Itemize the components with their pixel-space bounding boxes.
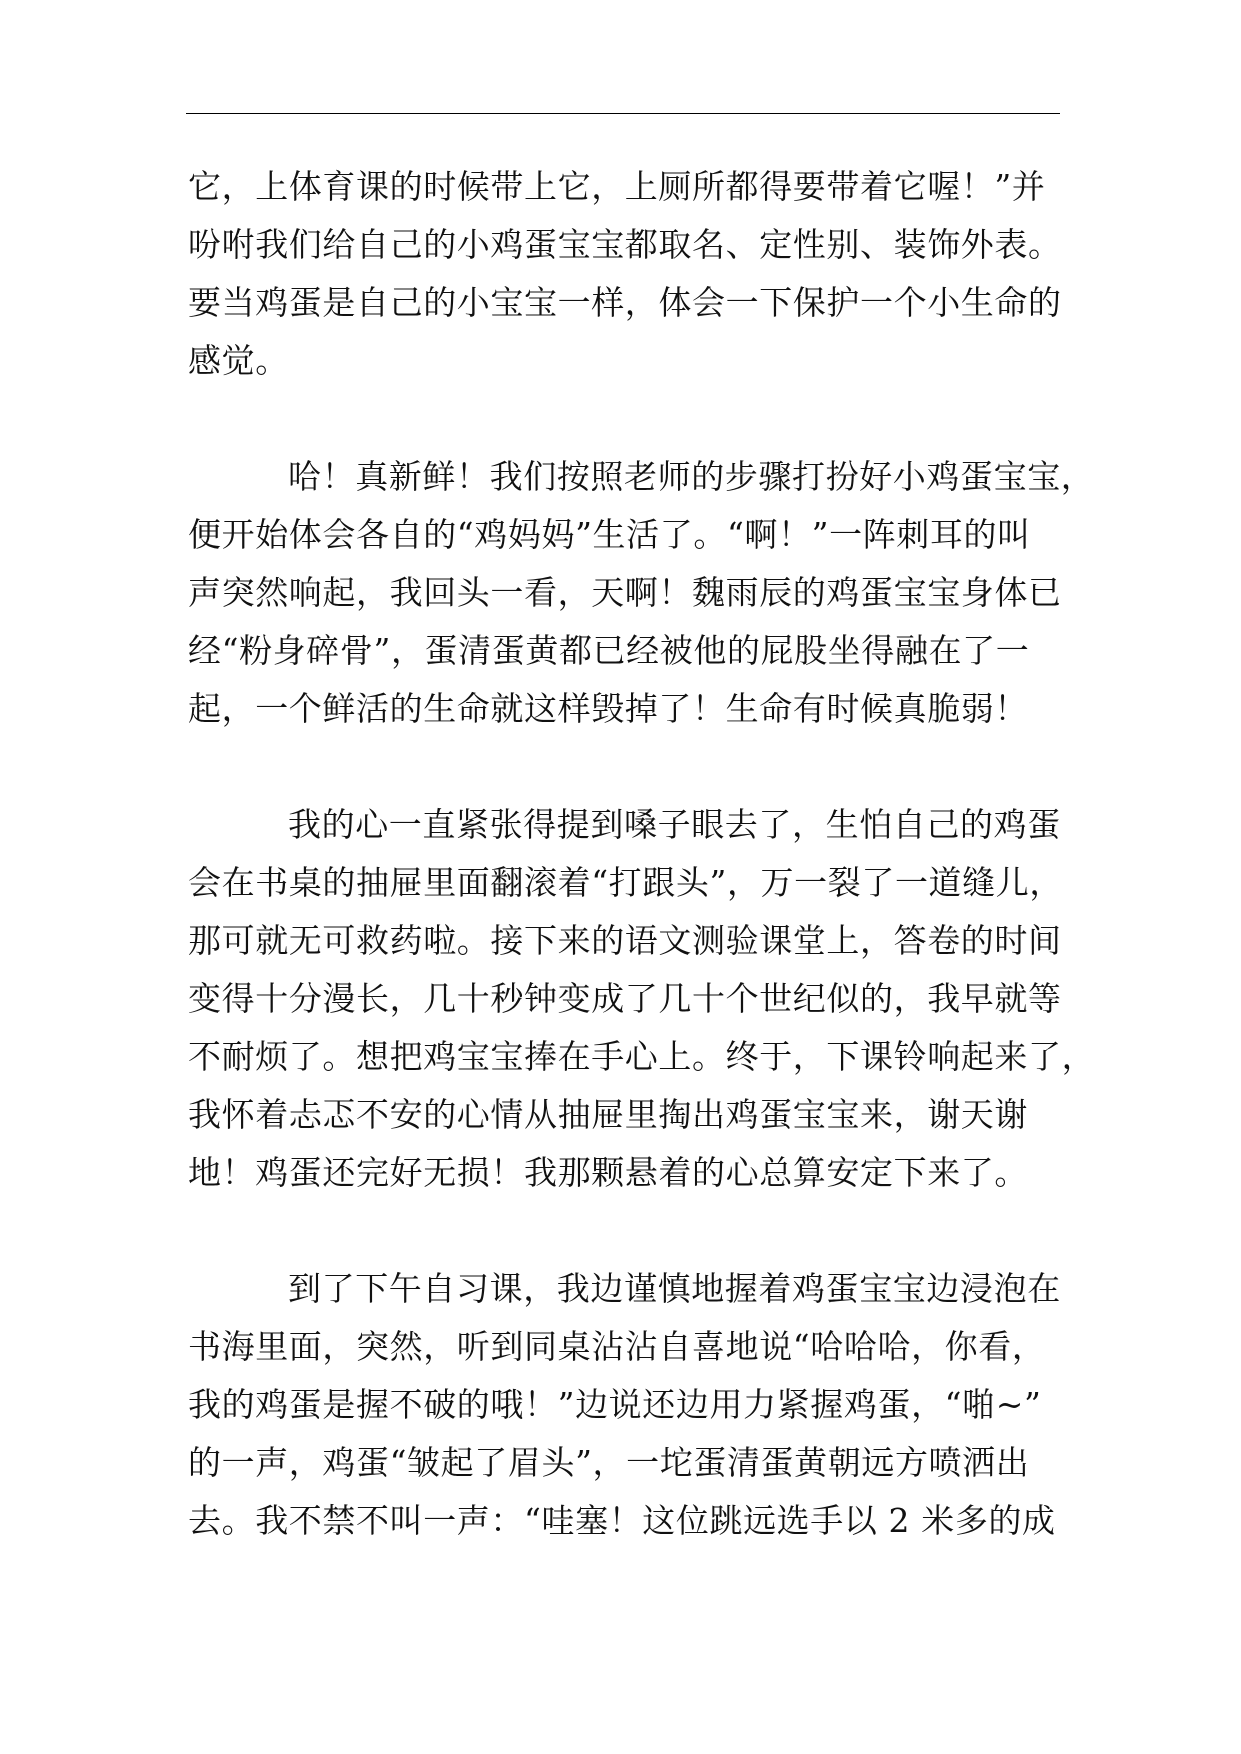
paragraph-line: 起，一个鲜活的生命就这样毁掉了！生命有时候真脆弱！	[188, 689, 1028, 728]
paragraph-line: 感觉。	[188, 341, 289, 380]
paragraph-spacer	[188, 390, 1060, 448]
paragraph-line: 哈！真新鲜！我们按照老师的步骤打扮好小鸡蛋宝宝，	[288, 457, 1095, 496]
paragraph-4	[188, 1260, 1060, 1550]
paragraph-line: 的一声，鸡蛋“皱起了眉头”，一坨蛋清蛋黄朝远方喷洒出	[188, 1443, 1030, 1482]
paragraph-line: 那可就无可救药啦。接下来的语文测验课堂上，答卷的时间	[188, 921, 1062, 960]
paragraph-line: 到了下午自习课，我边谨慎地握着鸡蛋宝宝边浸泡在	[288, 1269, 1061, 1308]
header-rule	[186, 113, 1060, 114]
paragraph-1	[188, 158, 1060, 390]
paragraph-line: 我的鸡蛋是握不破的哦！”边说还边用力紧握鸡蛋，“啪~”	[188, 1385, 1042, 1424]
page-body	[188, 158, 1096, 1550]
paragraph-spacer	[188, 1202, 1060, 1260]
paragraph-spacer	[188, 738, 1060, 796]
paragraph-2	[188, 448, 1095, 738]
paragraph-line: 地！鸡蛋还完好无损！我那颗悬着的心总算安定下来了。	[188, 1153, 1028, 1192]
paragraph-line: 我的心一直紧张得提到嗓子眼去了，生怕自己的鸡蛋	[288, 805, 1061, 844]
paragraph-line: 变得十分漫长，几十秒钟变成了几十个世纪似的，我早就等	[188, 979, 1062, 1018]
paragraph-line: 经“粉身碎骨”，蛋清蛋黄都已经被他的屁股坐得融在了一	[188, 631, 1030, 670]
paragraph-line: 声突然响起，我回头一看，天啊！魏雨辰的鸡蛋宝宝身体已	[188, 573, 1062, 612]
paragraph-line: 它，上体育课的时候带上它，上厕所都得要带着它喔！”并	[188, 167, 1046, 206]
paragraph-line: 要当鸡蛋是自己的小宝宝一样，体会一下保护一个小生命的	[188, 283, 1062, 322]
paragraph-line: 我怀着忐忑不安的心情从抽屉里掏出鸡蛋宝宝来，谢天谢	[188, 1095, 1028, 1134]
paragraph-line: 吩咐我们给自己的小鸡蛋宝宝都取名、定性别、装饰外表。	[188, 225, 1062, 264]
paragraph-3	[188, 796, 1096, 1202]
paragraph-line: 不耐烦了。想把鸡宝宝捧在手心上。终于，下课铃响起来了，	[188, 1037, 1096, 1076]
paragraph-line: 书海里面，突然，听到同桌沾沾自喜地说“哈哈哈，你看，	[188, 1327, 1046, 1366]
paragraph-line: 便开始体会各自的“鸡妈妈”生活了。“啊！”一阵刺耳的叫	[188, 515, 1031, 554]
paragraph-line: 会在书桌的抽屉里面翻滚着“打跟头”，万一裂了一道缝儿，	[188, 863, 1063, 902]
paragraph-line: 去。我不禁不叫一声：“哇塞！这位跳远选手以 2 米多的成	[188, 1501, 1056, 1540]
